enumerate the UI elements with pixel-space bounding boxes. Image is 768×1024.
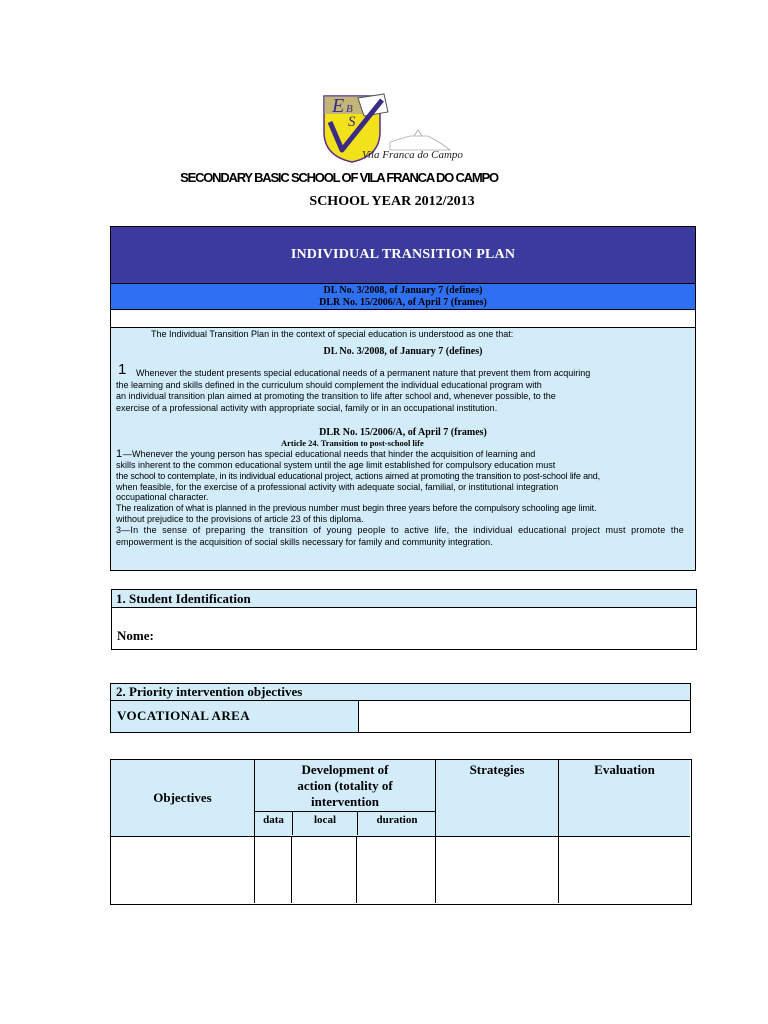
header-development-line-3: intervention	[311, 794, 379, 809]
blank-row	[111, 310, 695, 328]
plan-intro: The Individual Transition Plan in the context of special education is understood as one that:	[151, 329, 514, 339]
article-heading: Article 24. Transition to post-school life	[281, 438, 424, 448]
sub-header-duration: duration	[376, 814, 418, 826]
dlr-line-5: occupational character.	[116, 492, 209, 502]
dl-line-3: an individual transition plan aimed at promoting the transition to life after school and, whenever possible, to the	[116, 391, 556, 401]
vocational-area-label: VOCATIONAL AREA	[111, 701, 359, 732]
dl-line-4: exercise of a professional activity with appropriate social, family or in an occupational institution.	[116, 403, 498, 413]
dlr-line-1: —Whenever the young person has special educational needs that hinder the acquisition of learning and	[123, 449, 536, 459]
dl-item-number: 1	[118, 361, 127, 378]
logo-caption: Vila Franca do Campo	[362, 149, 463, 161]
dl-heading: DL No. 3/2008, of January 7 (defines)	[323, 346, 483, 357]
cell-local[interactable]	[291, 837, 356, 903]
dl-line-1: Whenever the student presents special educational needs of a permanent nature that prevent them from acquiring	[136, 368, 591, 378]
legal-references	[111, 284, 695, 310]
vocational-area-value[interactable]	[359, 701, 690, 732]
dlr-heading: DLR No. 15/2006/A, of April 7 (frames)	[319, 427, 487, 438]
legal-ref-dlr: DLR No. 15/2006/A, of April 7 (frames)	[319, 297, 487, 308]
dl-line-2: the learning and skills defined in the curriculum should complement the individual educational program with	[116, 380, 542, 390]
logo-letter-e: E	[332, 95, 345, 117]
student-name-label: Nome:	[117, 628, 154, 643]
dlr-line-2: skills inherent to the common educational system until the age limit established for compulsory education must	[116, 460, 556, 470]
student-identification-section	[111, 589, 697, 650]
cell-strategies[interactable]	[435, 837, 558, 903]
legal-ref-dl: DL No. 3/2008, of January 7 (defines)	[323, 285, 483, 296]
plan-title: INDIVIDUAL TRANSITION PLAN	[290, 247, 516, 262]
header-objectives-cell	[111, 760, 254, 837]
vocational-area-row	[110, 701, 691, 733]
dlr-item-3-line-1: 3—In the sense of preparing the transition of young people to active life, the individual educational project must promote the	[116, 525, 684, 535]
section-2-title: 2. Priority intervention objectives	[110, 683, 691, 701]
cell-objectives[interactable]	[111, 837, 254, 903]
header-objectives: Objectives	[153, 790, 212, 805]
header-strategies: Strategies	[469, 762, 525, 777]
section-1-title: 1. Student Identification	[112, 590, 696, 608]
plan-body	[111, 328, 695, 570]
plan-title-band	[111, 227, 695, 284]
header-development-line-2: action (totality of	[297, 778, 393, 793]
header-strategies-cell	[435, 760, 558, 837]
school-year: SCHOOL YEAR 2012/2013	[309, 194, 475, 209]
header-evaluation: Evaluation	[594, 762, 655, 777]
dlr-line-7: without prejudice to the provisions of article 23 of this diploma.	[116, 514, 364, 524]
header-development-cell	[254, 760, 435, 837]
dlr-item-3-line-2: empowerment is the acquisition of social skills necessary for family and community integration.	[116, 537, 493, 547]
dlr-item-number: 1	[116, 448, 123, 460]
objectives-table	[110, 759, 692, 905]
header-development	[255, 762, 435, 810]
logo-letter-s: S	[348, 114, 356, 130]
cell-data[interactable]	[254, 837, 291, 903]
header-evaluation-cell	[558, 760, 690, 837]
dlr-line-4: when feasible, for the exercise of a professional activity with adequate social, familial, or institutional integration	[116, 482, 559, 492]
sub-header-local: local	[314, 814, 336, 826]
cell-duration[interactable]	[356, 837, 435, 903]
sub-header-data: data	[263, 814, 284, 826]
logo-letter-b: B	[346, 103, 353, 115]
sub-data-cell	[255, 811, 292, 835]
sub-duration-cell	[357, 811, 436, 835]
dlr-line-6: The realization of what is planned in the previous number must begin three years before the compulsory schooling age limit.	[116, 503, 597, 513]
header-development-line-1: Development of	[301, 762, 389, 777]
dlr-line-3: the school to contemplate, in its individual educational project, actions aimed at promoting the transition to post-school life and,	[116, 471, 600, 481]
sub-local-cell	[292, 811, 357, 835]
school-name: SECONDARY BASIC SCHOOL OF VILA FRANCA DO CAMPO	[180, 170, 498, 185]
cell-evaluation[interactable]	[558, 837, 690, 903]
plan-box	[110, 226, 696, 571]
